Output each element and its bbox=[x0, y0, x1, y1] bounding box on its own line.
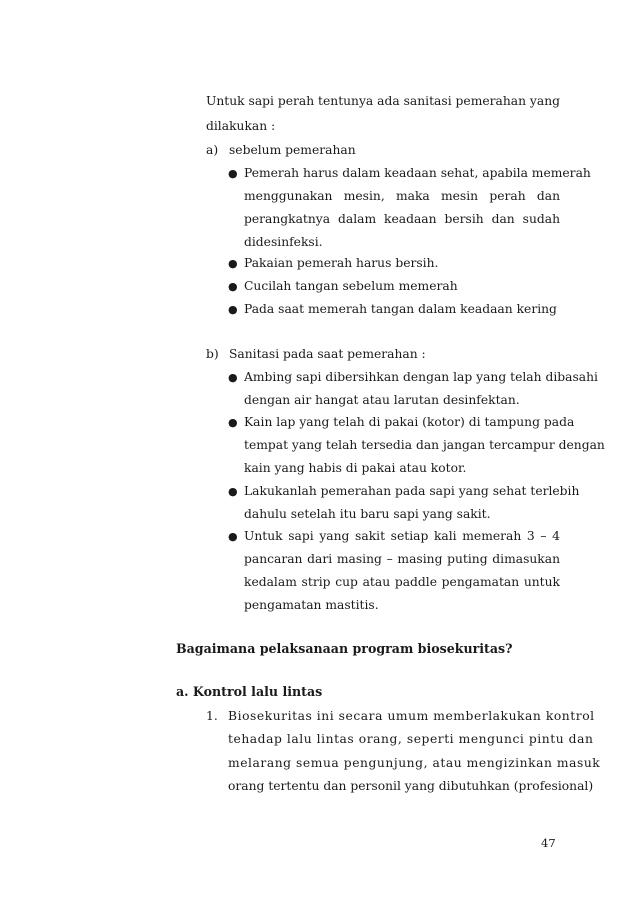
section-a-bullet-1-line-3: perangkatnya dalam keadaan bersih dan sudah bbox=[244, 212, 560, 226]
intro-line-2: dilakukan : bbox=[206, 119, 276, 133]
section-a-bullet-2: Pakaian pemerah harus bersih. bbox=[244, 256, 439, 270]
section-a-marker: a) bbox=[206, 143, 219, 157]
section-b-bullet-4-line-4: pengamatan mastitis. bbox=[244, 598, 379, 612]
section-b-bullet-2-line-3: kain yang habis di pakai atau kotor. bbox=[244, 461, 467, 475]
section-b-bullet-2-line-1: Kain lap yang telah di pakai (kotor) di tampung pada bbox=[244, 415, 575, 429]
section-b-marker: b) bbox=[206, 347, 219, 361]
section-b-bullet-2-line-2: tempat yang telah tersedia dan jangan tercampur dengan bbox=[244, 438, 605, 452]
item-1-line-1: Biosekuritas ini secara umum memberlakukan kontrol bbox=[228, 709, 595, 723]
heading-a-kontrol-lalu-lintas: a. Kontrol lalu lintas bbox=[176, 684, 323, 699]
section-a-bullet-1-line-2: menggunakan mesin, maka mesin perah dan bbox=[244, 189, 560, 203]
item-1-line-2: tehadap lalu lintas orang, seperti mengunci pintu dan bbox=[228, 732, 594, 746]
bullet-icon: ● bbox=[228, 485, 238, 498]
section-b-bullet-4-line-3: kedalam strip cup atau paddle pengamatan untuk bbox=[244, 575, 560, 589]
section-b-title: Sanitasi pada saat pemerahan : bbox=[229, 347, 426, 361]
item-1-line-3: melarang semua pengunjung, atau mengizinkan masuk bbox=[228, 756, 601, 770]
section-b-bullet-3-line-1: Lakukanlah pemerahan pada sapi yang sehat terlebih bbox=[244, 484, 580, 498]
section-a-bullet-3: Cucilah tangan sebelum memerah bbox=[244, 279, 458, 293]
bullet-icon: ● bbox=[228, 167, 238, 180]
section-b-bullet-4-line-1: Untuk sapi yang sakit setiap kali memerah 3 – 4 bbox=[244, 529, 560, 543]
bullet-icon: ● bbox=[228, 530, 238, 543]
bullet-icon: ● bbox=[228, 257, 238, 270]
section-b-bullet-4-line-2: pancaran dari masing – masing puting dimasukan bbox=[244, 552, 560, 566]
bullet-icon: ● bbox=[228, 416, 238, 429]
section-a-bullet-1-line-1: Pemerah harus dalam keadaan sehat, apabila memerah bbox=[244, 166, 591, 180]
question-heading: Bagaimana pelaksanaan program biosekuritas? bbox=[176, 641, 513, 656]
bullet-icon: ● bbox=[228, 303, 238, 316]
item-1-number: 1. bbox=[206, 709, 218, 723]
section-a-title: sebelum pemerahan bbox=[229, 143, 356, 157]
section-b-bullet-3-line-2: dahulu setelah itu baru sapi yang sakit. bbox=[244, 507, 491, 521]
section-b-bullet-1-line-2: dengan air hangat atau larutan desinfektan. bbox=[244, 393, 520, 407]
intro-line-1: Untuk sapi perah tentunya ada sanitasi pemerahan yang bbox=[206, 94, 560, 108]
bullet-icon: ● bbox=[228, 371, 238, 384]
section-b-bullet-1-line-1: Ambing sapi dibersihkan dengan lap yang telah dibasahi bbox=[244, 370, 598, 384]
page-number: 47 bbox=[541, 836, 556, 850]
section-a-bullet-4: Pada saat memerah tangan dalam keadaan kering bbox=[244, 302, 557, 316]
item-1-line-4: orang tertentu dan personil yang dibutuhkan (profesional) bbox=[228, 779, 594, 793]
bullet-icon: ● bbox=[228, 280, 238, 293]
section-a-bullet-1-line-4: didesinfeksi. bbox=[244, 235, 323, 249]
